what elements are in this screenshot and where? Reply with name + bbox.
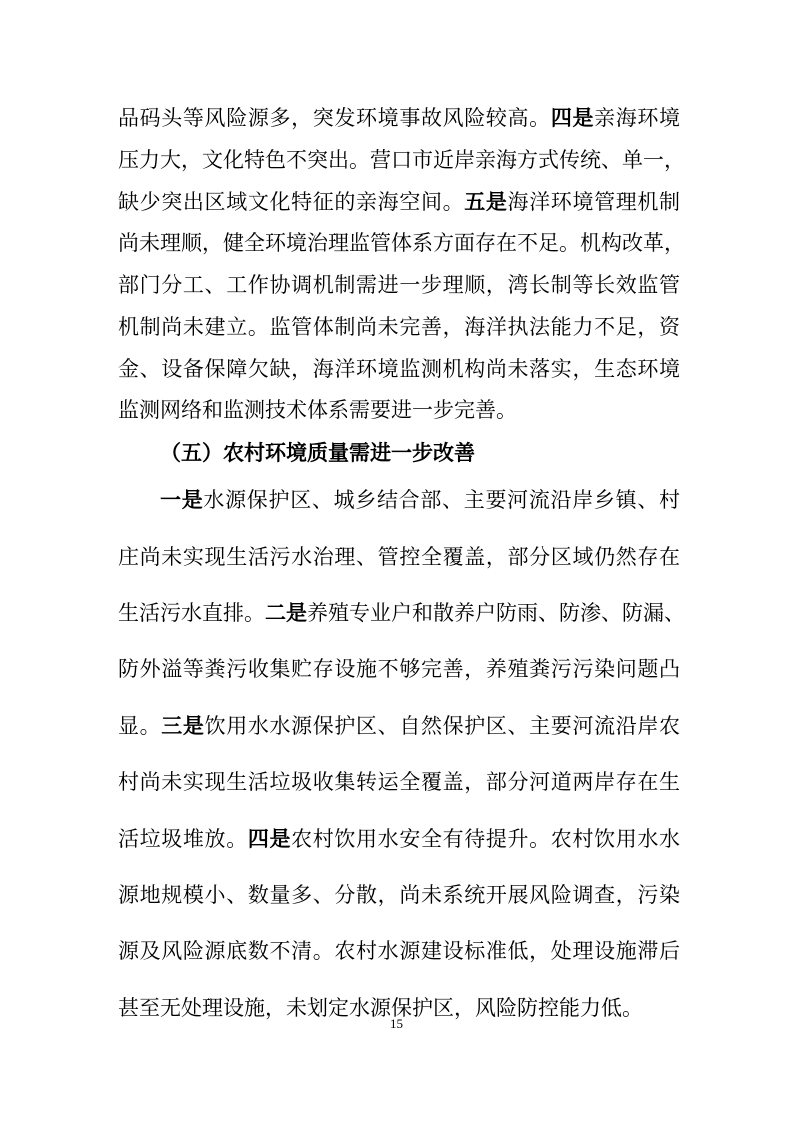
- text-segment: 品码头等风险源多，突发环境事故风险较高。: [118, 106, 551, 130]
- text-segment: 庄尚未实现生活污水治理、管控全覆盖，部分区域仍然存在: [118, 545, 680, 569]
- text-segment: 监测网络和监测技术体系需要进一步完善。: [118, 398, 517, 422]
- paragraph-line: [118, 104, 680, 132]
- page-number: 15: [390, 1016, 403, 1031]
- text-segment: 养殖专业户和散养户防雨、防渗、防漏、: [307, 601, 685, 625]
- text-segment: 生活污水直排。: [118, 601, 265, 625]
- paragraph-line: [118, 768, 680, 796]
- text-segment: 水源保护区、城乡结合部、主要河流沿岸乡镇、村: [203, 488, 681, 512]
- text-segment: 部门分工、工作协调机制需进一步理顺，湾长制等长效监管: [118, 273, 680, 297]
- text-segment: 村尚未实现生活垃圾收集转运全覆盖，部分河道两岸存在生: [118, 770, 680, 794]
- paragraph-line: [118, 229, 685, 257]
- paragraph-line: [118, 313, 680, 341]
- section-heading: [160, 439, 680, 467]
- text-segment: 活垃圾堆放。: [118, 827, 248, 851]
- bold-lead-phrase: 一是: [160, 488, 204, 512]
- paragraph-line: [118, 188, 680, 216]
- paragraph-line: [118, 881, 680, 909]
- text-segment: 机制尚未建立。监管体制尚未完善，海洋执法能力不足，资: [118, 315, 680, 339]
- text-segment: 饮用水水源保护区、自然保护区、主要河流沿岸农: [204, 714, 681, 738]
- paragraph-line: [118, 146, 685, 174]
- paragraph-line: [118, 355, 680, 383]
- paragraph-line: [118, 543, 680, 571]
- text-segment: 亲海环境: [594, 106, 681, 130]
- text-segment: 显。: [118, 714, 162, 738]
- paragraph-line: [160, 486, 680, 514]
- text-segment: 尚未理顺，健全环境治理监管体系方面存在不足。机构改革，: [118, 231, 685, 255]
- text-segment: 防外溢等粪污收集贮存设施不够完善，养殖粪污污染问题凸: [118, 657, 680, 681]
- text-segment: 海洋环境管理机制: [507, 190, 681, 214]
- text-segment: （五）农村环境质量需进一步改善: [160, 441, 475, 465]
- paragraph-line: [118, 655, 680, 683]
- paragraph-line: [118, 712, 680, 740]
- text-segment: 缺少突出区域文化特征的亲海空间。: [118, 190, 465, 214]
- paragraph-line: [118, 825, 680, 853]
- bold-lead-phrase: 五是: [464, 190, 508, 214]
- text-segment: 甚至无处理设施，未划定水源保护区，风险防控能力低。: [118, 996, 643, 1020]
- paragraph-line: [118, 937, 680, 965]
- bold-lead-phrase: 二是: [265, 601, 307, 625]
- paragraph-line: [118, 271, 680, 299]
- text-segment: 源及风险源底数不清。农村水源建设标准低，处理设施滞后: [118, 939, 680, 963]
- bold-lead-phrase: 三是: [161, 714, 205, 738]
- paragraph-line: [118, 396, 680, 424]
- text-segment: 金、设备保障欠缺，海洋环境监测机构尚未落实，生态环境: [118, 357, 680, 381]
- text-segment: 农村饮用水安全有待提升。农村饮用水水: [291, 827, 681, 851]
- text-segment: 源地规模小、数量多、分散，尚未系统开展风险调查，污染: [118, 883, 680, 907]
- text-segment: 压力大，文化特色不突出。营口市近岸亲海方式传统、单一，: [118, 148, 685, 172]
- bold-lead-phrase: 四是: [550, 106, 595, 130]
- paragraph-line: [118, 599, 685, 627]
- bold-lead-phrase: 四是: [247, 827, 292, 851]
